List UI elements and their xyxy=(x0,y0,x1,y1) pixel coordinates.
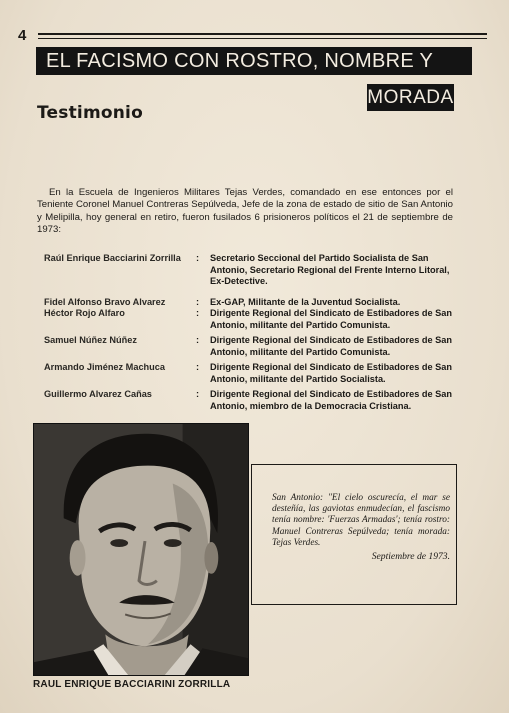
quote-date: Septiembre de 1973. xyxy=(371,551,450,563)
victim-entry xyxy=(44,335,456,358)
page-number: 4 xyxy=(18,27,27,44)
victim-name: Fidel Alfonso Bravo Alvarez xyxy=(44,296,166,307)
victim-description: Dirigente Regional del Sindicato de Estibadores de San Antonio, militante del Partido Socialista. xyxy=(210,362,452,384)
quote-box xyxy=(251,464,457,605)
separator: : xyxy=(196,335,200,345)
victim-name: Armando Jiménez Machuca xyxy=(44,362,166,372)
portrait-photo xyxy=(33,423,249,676)
portrait-illustration xyxy=(34,424,248,675)
top-rule-thin xyxy=(38,38,487,39)
victim-entry xyxy=(44,362,456,385)
top-rule xyxy=(38,33,487,35)
intro-paragraph: En la Escuela de Ingenieros Militares Tejas Verdes, comandado en ese entonces por el Teniente Coronel Manuel Contreras Sepúlveda, Jefe de la zona de estado de sitio de San Antonio y Melipilla, hoy general en retiro, fueron fusilados 6 prisioneros políticos el 21 de septiembre de 1973: xyxy=(37,187,453,236)
victims-list xyxy=(44,253,456,414)
victim-entry xyxy=(44,308,456,331)
separator: : xyxy=(196,296,200,307)
victim-entry xyxy=(44,389,456,412)
separator: : xyxy=(196,308,200,318)
victim-entry xyxy=(44,297,456,309)
photo-caption: RAUL ENRIQUE BACCIARINI ZORRILLA xyxy=(33,679,231,690)
victim-description: Dirigente Regional del Sindicato de Estibadores de San Antonio, militante del Partido Comunista. xyxy=(210,308,452,330)
title-banner-continuation xyxy=(367,84,454,111)
victim-name: Héctor Rojo Alfaro xyxy=(44,308,125,318)
title-line-1: EL FACISMO CON ROSTRO, NOMBRE Y xyxy=(46,50,434,72)
separator: : xyxy=(196,253,200,263)
title-line-2: MORADA xyxy=(367,87,454,108)
victim-name: Samuel Núñez Núñez xyxy=(44,335,137,345)
victim-entry xyxy=(44,253,456,288)
separator: : xyxy=(196,362,200,372)
title-banner xyxy=(36,47,472,75)
victim-description: Secretario Seccional del Partido Socialista de San Antonio, Secretario Regional del Frente Interno Litoral, Ex-Detective. xyxy=(210,253,450,286)
victim-name: Guillermo Alvarez Cañas xyxy=(44,389,152,399)
victim-name: Raúl Enrique Bacciarini Zorrilla xyxy=(44,253,181,263)
section-heading: Testimonio xyxy=(37,103,143,123)
victim-description: Ex-GAP, Militante de la Juventud Socialista. xyxy=(210,296,401,307)
quote-text: San Antonio: "El cielo oscurecía, el mar se desteñía, las gaviotas enmudecían, el fascismo tenía nombre: 'Fuerzas Armadas'; tenía rostro: Manuel Contreras Sepúlveda; tenía morada: Tejas Verdes. xyxy=(272,493,450,548)
victim-description: Dirigente Regional del Sindicato de Estibadores de San Antonio, militante del Partido Comunista. xyxy=(210,335,452,357)
separator: : xyxy=(196,389,200,399)
victim-description: Dirigente Regional del Sindicato de Estibadores de San Antonio, miembro de la Democracia Cristiana. xyxy=(210,389,452,411)
